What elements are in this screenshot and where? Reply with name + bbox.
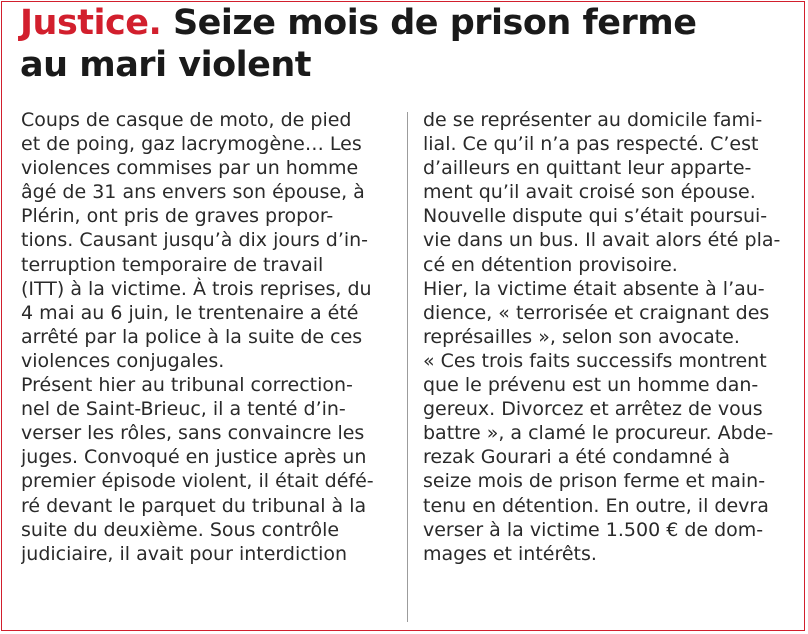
article-text-line: violences commises par un homme	[21, 157, 359, 180]
article-text-line: et de poing, gaz lacrymogène… Les	[21, 133, 362, 156]
article-text-line: verser les rôles, sans convaincre les	[21, 422, 365, 445]
article-text-line: tenu en détention. En outre, il devra	[423, 494, 769, 517]
article-text-line: tions. Causant jusqu’à dix jours d’in-	[21, 229, 369, 252]
article-text-line: seize mois de prison ferme et main-	[423, 470, 766, 493]
article-text-line: 4 mai au 6 juin, le trentenaire a été	[21, 301, 359, 324]
article-text-line: rezak Gourari a été condamné à	[423, 446, 731, 469]
article-text-line: Présent hier au tribunal correction-	[21, 374, 353, 397]
article-text-line: cé en détention provisoire.	[423, 253, 678, 276]
article-headline	[20, 2, 696, 86]
article-text-line: suite du deuxième. Sous contrôle	[21, 518, 340, 541]
article-column-right	[423, 108, 780, 566]
article-text-line: arrêté par la police à la suite de ces	[21, 325, 363, 348]
article-text-line: vie dans un bus. Il avait alors été pla-	[423, 229, 781, 252]
article-text-line: mages et intérêts.	[423, 542, 597, 565]
article-text-line: (ITT) à la victime. À trois reprises, du	[21, 277, 372, 300]
article-text-line: âgé de 31 ans envers son épouse, à	[21, 181, 365, 204]
article-frame	[1, 1, 805, 631]
article-text-line: nel de Saint-Brieuc, il a tenté d’in-	[21, 398, 346, 421]
article-text-line: représailles », selon son avocate.	[423, 325, 740, 348]
article-text-line: battre », a clamé le procureur. Abde-	[423, 422, 774, 445]
article-text-line: Hier, la victime était absente à l’au-	[423, 277, 765, 300]
article-text-line: judiciaire, il avait pour interdiction	[21, 542, 348, 565]
article-text-line: verser à la victime 1.500 € de dom-	[423, 518, 764, 541]
article-text-line: gereux. Divorcez et arrêtez de vous	[423, 398, 763, 421]
article-text-line: lial. Ce qu’il n’a pas respecté. C’est	[423, 133, 759, 156]
article-text-line: ré devant le parquet du tribunal à la	[21, 494, 367, 517]
article-text-line: Nouvelle dispute qui s’était poursui-	[423, 205, 768, 228]
article-text-line: « Ces trois faits successifs montrent	[423, 349, 767, 372]
article-text-line: terruption temporaire de travail	[21, 253, 324, 276]
article-text-line: d’ailleurs en quittant leur apparte-	[423, 157, 752, 180]
headline-title-line-2: au mari violent	[20, 45, 311, 85]
article-text-line: violences conjugales.	[21, 349, 225, 372]
article-text-line: Coups de casque de moto, de pied	[21, 109, 352, 131]
article-text-line: de se représenter au domicile fami-	[423, 109, 763, 131]
headline-title-line-1: Seize mois de prison ferme	[172, 3, 697, 43]
article-text-line: premier épisode violent, il était défé-	[21, 470, 374, 493]
article-text-line: ment qu’il avait croisé son épouse.	[423, 181, 756, 204]
article-text-line: dience, « terrorisée et craignant des	[423, 301, 770, 324]
article-column-left	[21, 108, 374, 566]
article-text-line: juges. Convoqué en justice après un	[21, 446, 367, 469]
column-divider	[407, 112, 408, 622]
headline-kicker: Justice.	[20, 3, 162, 43]
article-text-line: Plérin, ont pris de graves propor-	[21, 205, 334, 228]
article-text-line: que le prévenu est un homme dan-	[423, 374, 759, 397]
